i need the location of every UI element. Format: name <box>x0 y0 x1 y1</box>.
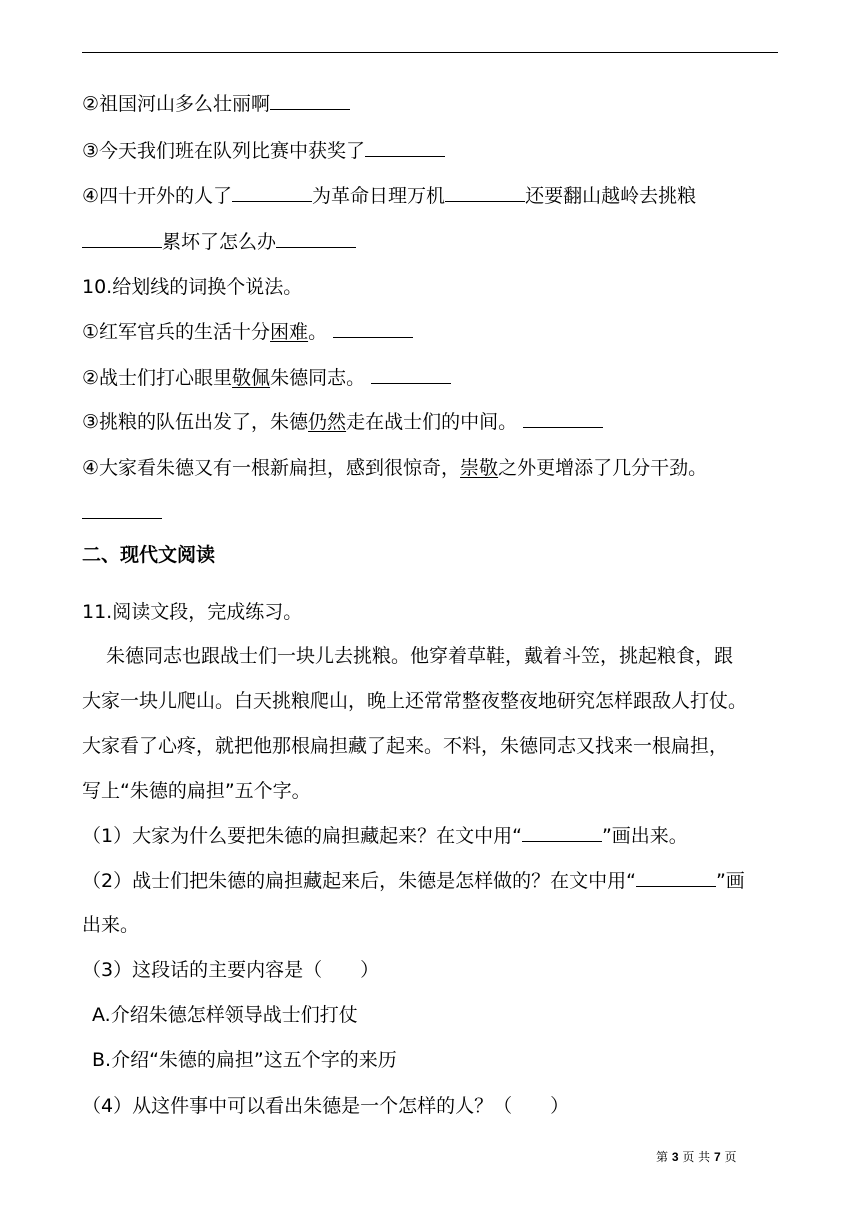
q10-title: 10.给划线的词换个说法。 <box>82 276 303 298</box>
answer-blank[interactable] <box>270 91 350 110</box>
q11-sub-1 <box>82 823 688 849</box>
footer-total-pages: 7 <box>714 1150 721 1164</box>
passage-line: 朱德同志也跟战士们一块儿去挑粮。他穿着草鞋，戴着斗笠，挑起粮食，跟 <box>106 645 734 667</box>
underlined-word: 仍然 <box>308 411 347 433</box>
q9-item-3-text: ③今天我们班在队列比赛中获奖了 <box>82 140 366 162</box>
underlined-word: 崇敬 <box>460 457 499 479</box>
q11-sub-2 <box>82 868 745 894</box>
answer-blank[interactable] <box>371 365 451 384</box>
q9-item-2 <box>82 91 350 117</box>
answer-blank[interactable] <box>276 229 356 248</box>
header-rule <box>82 52 778 53</box>
footer-prefix: 第 <box>656 1150 669 1164</box>
q10-item-4 <box>82 455 707 481</box>
q11-sub-2-post: ”画 <box>715 870 745 892</box>
q9-item-4-text-b: 为革命日理万机 <box>312 185 446 207</box>
answer-blank[interactable] <box>82 229 162 248</box>
q10-item-2-pre: ②战士们打心眼里 <box>82 367 233 389</box>
q11-title: 11.阅读文段，完成练习。 <box>82 601 303 623</box>
q10-item-1 <box>82 319 413 345</box>
page-footer <box>656 1149 737 1165</box>
answer-blank[interactable] <box>522 823 602 842</box>
q10-item-3-post: 走在战士们的中间。 <box>346 411 518 433</box>
q9-item-4-text-d: 累坏了怎么办 <box>162 231 277 253</box>
q11-sub-4: （4）从这件事中可以看出朱德是一个怎样的人？（ ） <box>82 1095 570 1117</box>
option-b[interactable]: B.介绍“朱德的扁担”这五个字的来历 <box>92 1049 397 1071</box>
underlined-word: 敬佩 <box>232 367 271 389</box>
q9-item-4 <box>82 183 696 209</box>
answer-blank[interactable] <box>333 319 413 338</box>
q9-item-2-text: ②祖国河山多么壮丽啊 <box>82 93 271 115</box>
q10-item-4-pre: ④大家看朱德又有一根新扁担，感到很惊奇， <box>82 457 461 479</box>
q10-item-2-post: 朱德同志。 <box>270 367 366 389</box>
q9-item-4-text-a: ④四十开外的人了 <box>82 185 233 207</box>
q10-item-2 <box>82 365 451 391</box>
q11-sub-2-pre: （2）战士们把朱德的扁担藏起来后，朱德是怎样做的？在文中用“ <box>82 870 636 892</box>
q10-item-4-post: 之外更增添了几分干劲。 <box>498 457 708 479</box>
q11-sub-2-continued: 出来。 <box>82 914 140 936</box>
q9-item-4-continued <box>82 229 356 255</box>
answer-blank[interactable] <box>365 138 445 157</box>
q10-item-3-pre: ③挑粮的队伍出发了，朱德 <box>82 411 309 433</box>
footer-suffix: 页 <box>724 1150 737 1164</box>
answer-blank[interactable] <box>82 500 162 519</box>
q10-item-1-post: 。 <box>308 321 328 343</box>
answer-blank[interactable] <box>445 183 525 202</box>
answer-blank[interactable] <box>636 868 716 887</box>
q10-item-4-answer-line <box>82 500 162 526</box>
answer-blank[interactable] <box>523 409 603 428</box>
q11-sub-3: （3）这段话的主要内容是（ ） <box>82 959 380 981</box>
option-a[interactable]: A.介绍朱德怎样领导战士们打仗 <box>92 1004 358 1026</box>
footer-middle: 页 共 <box>682 1150 711 1164</box>
underlined-word: 困难 <box>270 321 309 343</box>
section-heading: 二、现代文阅读 <box>82 544 216 566</box>
q11-sub-1-post: ”画出来。 <box>601 825 688 847</box>
q10-item-3 <box>82 409 603 435</box>
answer-blank[interactable] <box>232 183 312 202</box>
q10-item-1-pre: ①红军官兵的生活十分 <box>82 321 271 343</box>
passage-line: 写上“朱德的扁担”五个字。 <box>82 780 311 802</box>
passage-line: 大家一块儿爬山。白天挑粮爬山，晚上还常常整夜整夜地研究怎样跟敌人打仗。 <box>82 690 748 712</box>
footer-current-page: 3 <box>671 1150 679 1164</box>
passage-line: 大家看了心疼，就把他那根扁担藏了起来。不料，朱德同志又找来一根扁担， <box>82 735 729 757</box>
q11-sub-1-pre: （1）大家为什么要把朱德的扁担藏起来？在文中用“ <box>82 825 522 847</box>
q9-item-4-text-c: 还要翻山越岭去挑粮 <box>525 185 697 207</box>
q9-item-3 <box>82 138 445 164</box>
